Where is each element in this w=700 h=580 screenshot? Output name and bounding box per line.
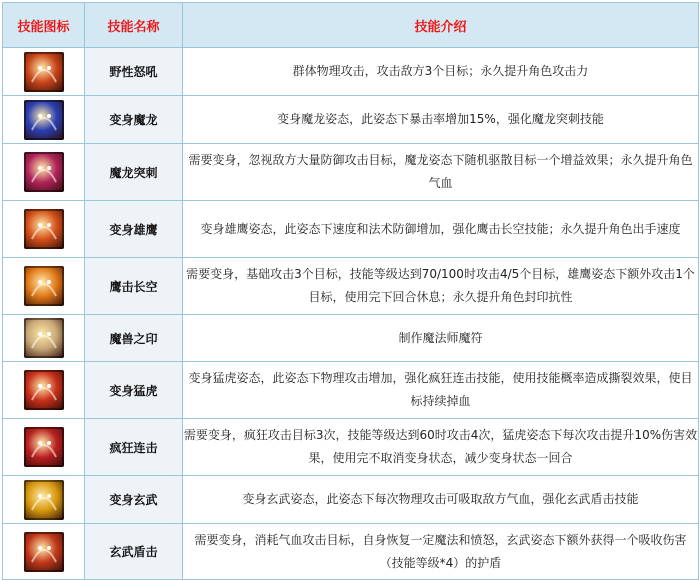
claw-strike-icon [24, 427, 64, 467]
skill-description: 变身玄武姿态，此姿态下每次物理攻击可吸取敌方气血，强化玄武盾击技能 [183, 476, 699, 524]
eagle-strike-icon [24, 266, 64, 306]
skill-row [3, 315, 699, 362]
skill-name: 鹰击长空 [85, 258, 183, 315]
skill-name: 变身玄武 [85, 476, 183, 524]
skill-name: 疯狂连击 [85, 419, 183, 476]
skill-name: 变身雄鹰 [85, 201, 183, 258]
skill-row [3, 362, 699, 419]
skill-description: 变身魔龙姿态，此姿态下暴击率增加15%，强化魔龙突刺技能 [183, 96, 699, 144]
skill-icon-cell [3, 48, 85, 96]
skill-icon-cell [3, 476, 85, 524]
skill-description: 需要变身，疯狂攻击目标3次，技能等级达到60时攻击4次，猛虎姿态下每次攻击提升10%伤害效果，使用完不取消变身状态，减少变身状态一回合 [183, 419, 699, 476]
skill-icon-cell [3, 362, 85, 419]
skill-row [3, 96, 699, 144]
skill-name: 魔龙突刺 [85, 144, 183, 201]
skill-icon-cell [3, 524, 85, 580]
shell-shield-icon [24, 532, 64, 572]
skill-icon-cell [3, 315, 85, 362]
skill-row [3, 476, 699, 524]
header-desc: 技能介绍 [183, 3, 699, 48]
skill-row [3, 258, 699, 315]
skill-icon-cell [3, 96, 85, 144]
skill-description: 变身猛虎姿态，此姿态下物理攻击增加，强化疯狂连击技能，使用技能概率造成撕裂效果，使目标持续掉血 [183, 362, 699, 419]
skill-description: 需要变身，忽视敌方大量防御攻击目标，魔龙姿态下随机驱散目标一个增益效果；永久提升角色气血 [183, 144, 699, 201]
skill-description: 需要变身，基础攻击3个目标，技能等级达到70/100时攻击4/5个目标，雄鹰姿态下额外攻击1个目标，使用完下回合休息；永久提升角色封印抗性 [183, 258, 699, 315]
header-name: 技能名称 [85, 3, 183, 48]
roaring-beast-icon [24, 52, 64, 92]
skill-name: 野性怒吼 [85, 48, 183, 96]
skill-row [3, 201, 699, 258]
header-icon: 技能图标 [3, 3, 85, 48]
skill-icon-cell [3, 258, 85, 315]
skill-name: 变身猛虎 [85, 362, 183, 419]
golden-dragon-icon [24, 480, 64, 520]
skill-row [3, 419, 699, 476]
skill-description: 需要变身，消耗气血攻击目标，自身恢复一定魔法和愤怒，玄武姿态下额外获得一个吸收伤害（技能等级*4）的护盾 [183, 524, 699, 580]
skill-name: 玄武盾击 [85, 524, 183, 580]
skill-name: 魔兽之印 [85, 315, 183, 362]
skill-icon-cell [3, 144, 85, 201]
skill-row [3, 144, 699, 201]
skill-name: 变身魔龙 [85, 96, 183, 144]
skill-row [3, 524, 699, 580]
tiger-icon [24, 370, 64, 410]
magenta-dragon-icon [24, 152, 64, 192]
scroll-icon [24, 318, 64, 358]
skill-icon-cell [3, 419, 85, 476]
header-row [3, 3, 699, 48]
blue-dragon-icon [24, 100, 64, 140]
skill-description: 制作魔法师魔符 [183, 315, 699, 362]
skill-row [3, 48, 699, 96]
skill-icon-cell [3, 201, 85, 258]
skill-description: 群体物理攻击，攻击敌方3个目标；永久提升角色攻击力 [183, 48, 699, 96]
eagle-icon [24, 209, 64, 249]
skill-description: 变身雄鹰姿态，此姿态下速度和法术防御增加，强化鹰击长空技能；永久提升角色出手速度 [183, 201, 699, 258]
skill-table [2, 2, 699, 580]
